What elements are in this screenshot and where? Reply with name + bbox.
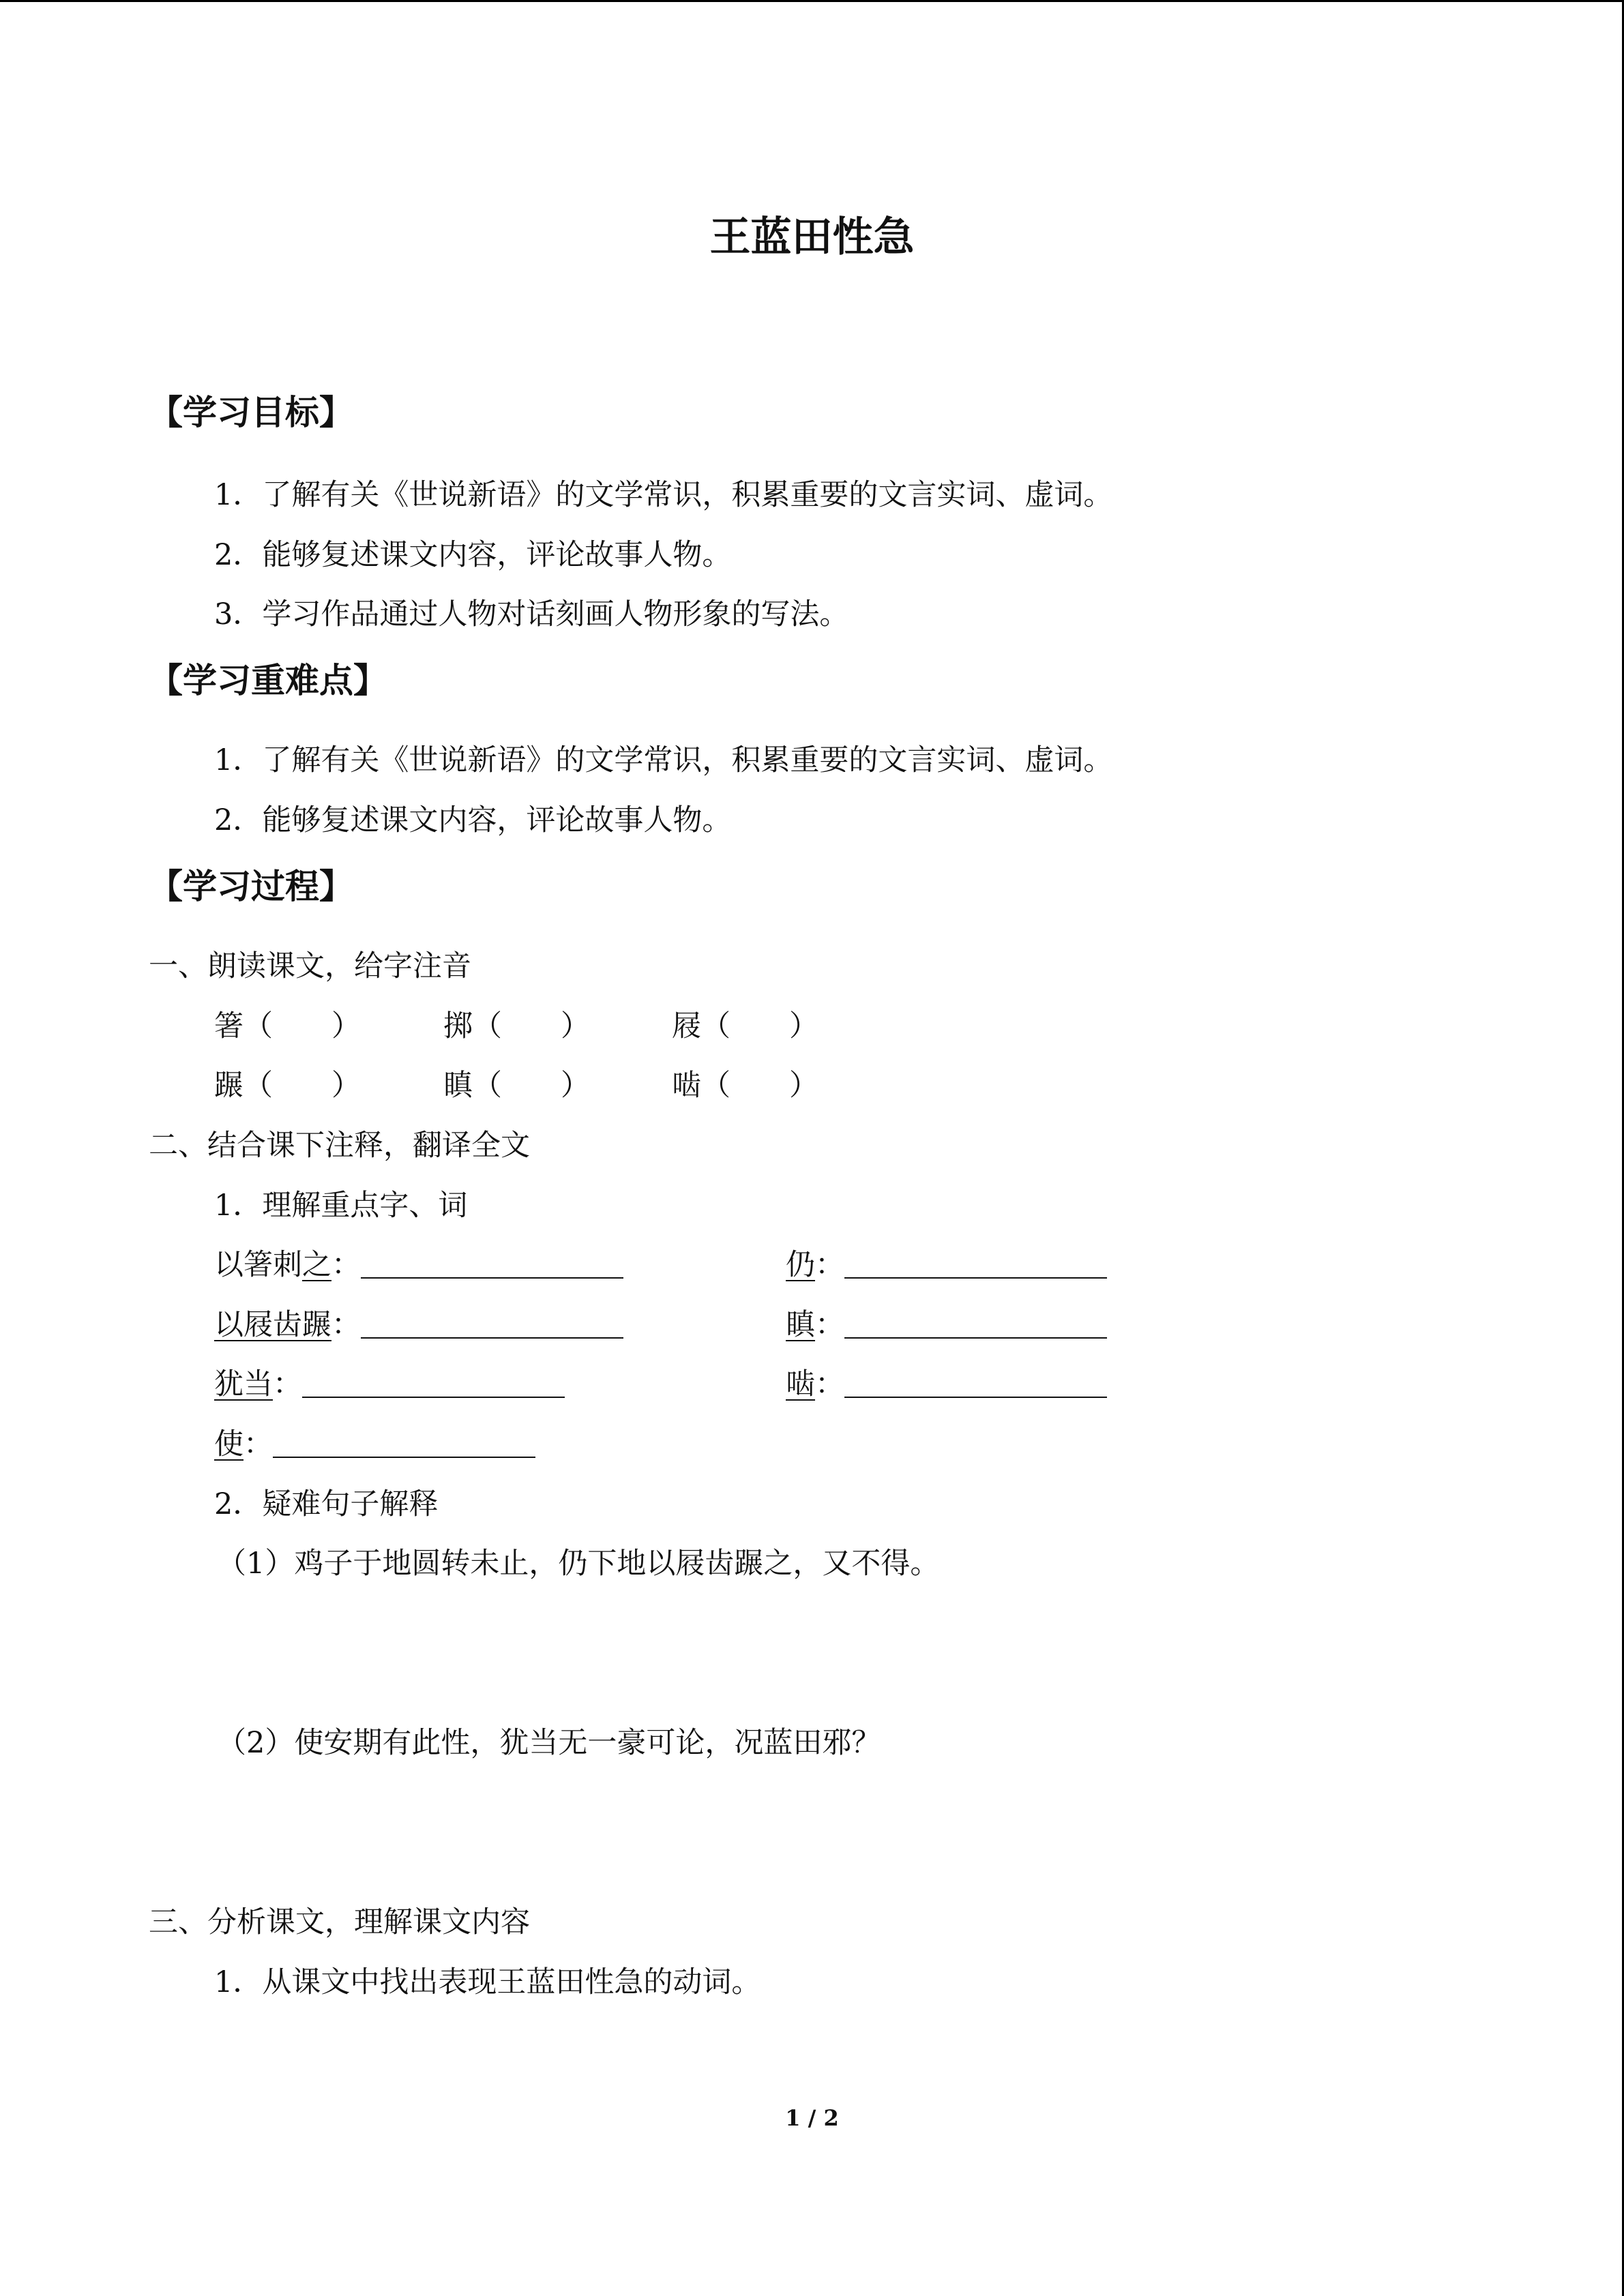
answer-blank[interactable] — [361, 1337, 623, 1339]
word-colon: ： — [815, 1367, 844, 1401]
section-heading-key-points: 【学习重难点】 — [149, 661, 387, 700]
answer-blank[interactable] — [844, 1337, 1107, 1339]
answer-blank[interactable] — [844, 1397, 1107, 1398]
word-item — [214, 1308, 623, 1342]
page-number: 1 / 2 — [785, 2105, 839, 2131]
word-underlined: 以屐齿蹍 — [214, 1308, 331, 1342]
pinyin-item: 掷（ ） — [443, 1009, 590, 1043]
part2-title: 二、结合课下注释，翻译全文 — [149, 1129, 530, 1163]
word-underlined: 使 — [214, 1427, 243, 1461]
part2-sub2: 2．疑难句子解释 — [214, 1487, 439, 1521]
pinyin-item: 啮（ ） — [672, 1069, 818, 1103]
word-item — [214, 1427, 535, 1461]
part2-sub1: 1．理解重点字、词 — [214, 1189, 468, 1223]
word-item — [214, 1248, 623, 1282]
sentence-item: （1）鸡子于地圆转未止，仍下地以屐齿蹍之，又不得。 — [217, 1547, 940, 1581]
part1-title: 一、朗读课文，给字注音 — [149, 949, 471, 983]
pinyin-item: 箸（ ） — [214, 1009, 361, 1043]
pinyin-item: 蹍（ ） — [214, 1069, 361, 1103]
key-point-item: 1．了解有关《世说新语》的文学常识，积累重要的文言实词、虚词。 — [214, 743, 1113, 777]
goal-item: 2．能够复述课文内容，评论故事人物。 — [214, 538, 732, 572]
word-item — [786, 1248, 1107, 1282]
part3-question: 1．从课文中找出表现王蓝田性急的动词。 — [214, 1965, 761, 1999]
word-colon: ： — [273, 1367, 302, 1401]
part3-title: 三、分析课文，理解课文内容 — [149, 1905, 530, 1939]
answer-blank[interactable] — [302, 1397, 565, 1398]
answer-blank[interactable] — [361, 1277, 623, 1279]
pinyin-item: 瞋（ ） — [443, 1069, 590, 1103]
word-item — [786, 1367, 1107, 1401]
word-item — [786, 1308, 1107, 1342]
page-title: 王蓝田性急 — [709, 213, 915, 261]
answer-blank[interactable] — [844, 1277, 1107, 1279]
word-colon: ： — [815, 1248, 844, 1282]
word-colon: ： — [243, 1427, 273, 1461]
word-underlined: 啮 — [786, 1367, 815, 1401]
section-heading-process: 【学习过程】 — [149, 867, 353, 906]
section-heading-goals: 【学习目标】 — [149, 393, 353, 432]
word-underlined: 仍 — [786, 1248, 815, 1282]
word-colon: ： — [331, 1248, 361, 1282]
page-top-border — [0, 0, 1624, 2]
sentence-item: （2）使安期有此性，犹当无一豪可论，况蓝田邪？ — [217, 1726, 881, 1760]
word-text: 以箸刺 — [214, 1248, 302, 1282]
word-underlined: 瞋 — [786, 1308, 815, 1342]
answer-blank[interactable] — [273, 1457, 535, 1458]
word-item — [214, 1367, 565, 1401]
word-underlined: 犹当 — [214, 1367, 273, 1401]
pinyin-item: 屐（ ） — [672, 1009, 818, 1043]
word-colon: ： — [331, 1308, 361, 1342]
word-colon: ： — [815, 1308, 844, 1342]
word-underlined: 之 — [302, 1248, 331, 1282]
goal-item: 1．了解有关《世说新语》的文学常识，积累重要的文言实词、虚词。 — [214, 478, 1113, 512]
key-point-item: 2．能够复述课文内容，评论故事人物。 — [214, 803, 732, 837]
goal-item: 3．学习作品通过人物对话刻画人物形象的写法。 — [214, 597, 849, 631]
